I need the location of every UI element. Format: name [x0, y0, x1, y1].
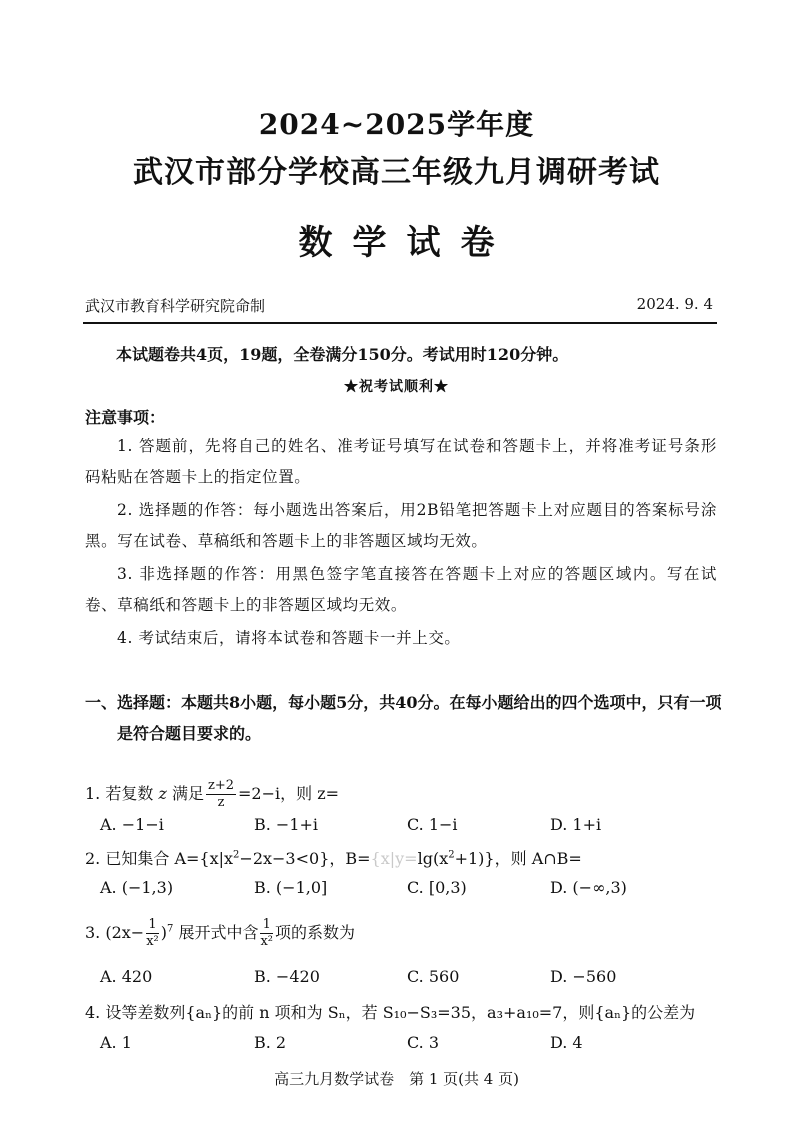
q3-fraction-denominator: x²	[146, 934, 159, 949]
q2-faded-text: {x|y=	[370, 849, 418, 868]
notice-item: 4. 考试结束后，请将本试卷和答题卡一并上交。	[117, 629, 461, 647]
notice-item: 2. 选择题的作答：每小题选出答案后，用2B铅笔把答题卡上对应题目的答案标号涂黑。写在试卷、草稿纸和答题卡上的非答题区域均无效。	[85, 501, 717, 550]
header-divider	[83, 322, 717, 324]
q2-option-b: B. (−1,0]	[254, 878, 328, 897]
section-heading-line1: 一、选择题：本题共8小题，每小题5分，共40分。在每小题给出的四个选项中，只有一项	[85, 693, 722, 712]
section-heading-line2: 是符合题目要求的。	[117, 724, 262, 743]
q2-option-a: A. (−1,3)	[100, 878, 174, 897]
exam-date: 2024. 9. 4	[636, 295, 713, 313]
q3-fraction-2	[260, 917, 273, 950]
q1-option-a: A. −1−i	[100, 815, 164, 834]
q2-option-c: C. [0,3)	[407, 878, 467, 897]
q3-fraction2-numerator: 1	[260, 917, 273, 934]
q1-stem-mid: 满足	[166, 784, 204, 803]
q4-option-c: C. 3	[407, 1033, 440, 1052]
good-luck-banner: ★祝考试顺利★	[344, 379, 449, 395]
notice-item: 1. 答题前，先将自己的姓名、准考证号填写在试卷和答题卡上，并将准考证号条形码粘贴在答题卡上的指定位置。	[85, 437, 717, 486]
title-year: 2024~2025学年度	[258, 108, 535, 141]
q3-stem-pre: 3. (2x−	[85, 923, 145, 942]
question-2	[85, 846, 582, 869]
q2-exponent: 2	[448, 849, 455, 861]
q3-fraction	[146, 917, 159, 950]
title-subject: 数学试卷	[298, 223, 515, 263]
q1-stem-pre: 1. 若复数	[85, 784, 159, 803]
q4-option-b: B. 2	[254, 1033, 287, 1052]
q3-stem-mid: 展开式中含	[173, 923, 259, 942]
q1-variable: z	[158, 784, 167, 803]
q3-option-c: C. 560	[407, 967, 460, 986]
section-heading	[85, 687, 725, 749]
q2-stem-mid: −2x−3<0}，B=	[239, 849, 371, 868]
q3-option-b: B. −420	[254, 967, 320, 986]
q3-fraction2-denominator: x²	[260, 934, 274, 949]
q4-option-a: A. 1	[100, 1033, 132, 1052]
q2-log-term: lg(x	[417, 849, 449, 868]
q3-option-d: D. −560	[550, 967, 617, 986]
title-exam: 武汉市部分学校高三年级九月调研考试	[133, 155, 660, 190]
q4-option-d: D. 4	[550, 1033, 583, 1052]
q2-option-d: D. (−∞,3)	[550, 878, 627, 897]
q2-stem-pre: 2. 已知集合 A={x|x	[85, 849, 234, 868]
q3-option-a: A. 420	[100, 967, 153, 986]
q1-option-c: C. 1−i	[407, 815, 458, 834]
q1-fraction	[206, 778, 236, 811]
q1-stem-post: =2−i，则 z=	[238, 784, 340, 803]
issuer-label: 武汉市教育科学研究院命制	[85, 297, 266, 315]
notice-heading: 注意事项：	[85, 408, 166, 427]
q3-stem-post: 项的系数为	[275, 923, 356, 942]
q3-fraction-numerator: 1	[146, 917, 159, 934]
question-3: 3. (2x− $\frac{1}{\text{x²}}$ )$^7$ 展开式中含 $\frac{1}{\text{x²}}$ 项的系数为	[85, 917, 356, 949]
q1-fraction-numerator: z+2	[207, 778, 234, 793]
q3-exponent: 7	[167, 923, 174, 935]
q1-option-d: D. 1+i	[550, 815, 602, 834]
q1-option-b: B. −1+i	[254, 815, 319, 834]
question-4: 4. 设等差数列{aₙ}的前 n 项和为 Sₙ，若 S₁₀−S₃=35，a₃+a₁₀=7，则{aₙ}的公差为	[85, 1003, 696, 1022]
exam-intro: 本试题卷共4页，19题，全卷满分150分。考试用时120分钟。	[116, 345, 569, 364]
q1-fraction-denominator: z	[217, 795, 225, 810]
notice-item: 3. 非选择题的作答：用黑色签字笔直接答在答题卡上对应的答题区域内。写在试卷、草稿纸和答题卡上的非答题区域均无效。	[85, 565, 717, 614]
q2-exponent: 2	[233, 849, 240, 861]
page-footer: 高三九月数学试卷 第 1 页(共 4 页)	[274, 1070, 519, 1088]
q2-stem-post: +1)}，则 A∩B=	[454, 849, 582, 868]
question-1	[85, 778, 339, 811]
